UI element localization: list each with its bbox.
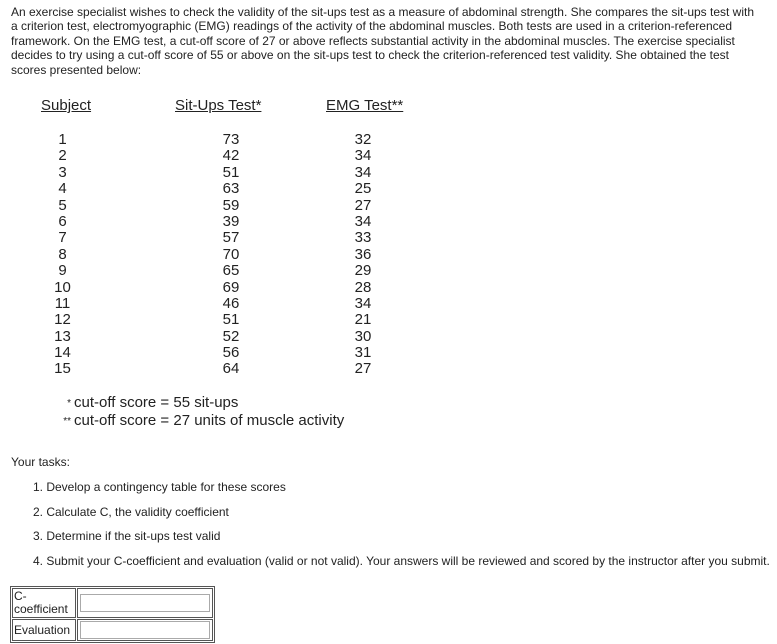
- header-situps: Sit-Ups Test*: [175, 97, 262, 114]
- emg-score: 27: [354, 196, 372, 214]
- task-item: 3. Determine if the sit-ups test valid: [33, 529, 221, 544]
- situps-score: 57: [222, 229, 240, 247]
- emg-score: 28: [354, 278, 372, 296]
- emg-score: 34: [354, 163, 372, 181]
- footnote-mark: *: [67, 398, 71, 409]
- subject-number: 6: [58, 212, 67, 230]
- c-coefficient-label: C-coefficient: [12, 588, 76, 618]
- subject-number: 15: [54, 360, 71, 378]
- emg-score: 34: [354, 212, 372, 230]
- footnote-mark: **: [63, 416, 71, 427]
- evaluation-row: [12, 619, 213, 641]
- problem-intro: An exercise specialist wishes to check the validity of the sit-ups test as a measure of abdominal strength. She compares the sit-ups test with a criterion test, electromyographic (EMG) readings of the activity of the abdominal muscles. Both tests are used in a criterion-referenced framework. On the EMG test, a cut-off score of 27 or above reflects substantial activity in the abdominal muscles. The exercise specialist decides to try using a cut-off score of 55 or above on the sit-ups test to check the criterion-referenced test validity. She obtained the test scores presented below:: [11, 5, 755, 77]
- subject-number: 9: [58, 262, 67, 280]
- emg-score: 36: [354, 245, 372, 263]
- c-coefficient-row: [12, 588, 213, 618]
- emg-column: [350, 132, 376, 378]
- tasks-title: Your tasks:: [11, 455, 70, 469]
- situps-score: 56: [222, 344, 240, 362]
- subject-number: 3: [58, 163, 67, 181]
- situps-score: 52: [222, 327, 240, 345]
- subject-number: 10: [54, 278, 71, 296]
- situps-score: 70: [222, 245, 240, 263]
- footnotes: [50, 394, 344, 430]
- c-coefficient-input[interactable]: [80, 594, 210, 612]
- situps-score: 63: [222, 180, 240, 198]
- subject-number: 14: [54, 344, 71, 362]
- evaluation-cell: [77, 619, 213, 641]
- task-item: 2. Calculate C, the validity coefficient: [33, 504, 229, 519]
- footnote-text: cut-off score = 55 sit-ups: [74, 394, 239, 411]
- emg-score: 30: [354, 327, 372, 345]
- subject-number: 4: [58, 180, 67, 198]
- subject-number: 13: [54, 327, 71, 345]
- answer-form: [10, 586, 215, 643]
- situps-score: 65: [222, 262, 240, 280]
- emg-score: 21: [354, 311, 372, 329]
- situps-score: 51: [222, 163, 240, 181]
- situps-score: 51: [222, 311, 240, 329]
- subject-number: 11: [54, 294, 71, 312]
- evaluation-input[interactable]: [80, 621, 210, 639]
- emg-score: 31: [354, 344, 372, 362]
- subject-number: 2: [58, 147, 67, 165]
- subject-column: [50, 132, 75, 378]
- emg-score: 32: [354, 131, 372, 148]
- situps-score: 46: [222, 294, 240, 312]
- emg-score: 29: [354, 262, 372, 280]
- subject-number: 7: [58, 229, 67, 247]
- situps-score: 42: [222, 147, 240, 165]
- situps-score: 69: [222, 278, 240, 296]
- task-item: 1. Develop a contingency table for these scores: [33, 480, 286, 494]
- emg-score: 34: [354, 294, 372, 312]
- situps-score: 39: [222, 212, 240, 230]
- task-list: [33, 480, 770, 579]
- subject-number: 5: [58, 196, 67, 214]
- task-item: 4. Submit your C-coefficient and evaluation (valid or not valid). Your answers will be reviewed and scored by the instructor after you submit.: [33, 554, 770, 569]
- footnote-text: cut-off score = 27 units of muscle activity: [74, 412, 345, 429]
- footnote-emg: [50, 412, 344, 430]
- subject-number: 8: [58, 245, 67, 263]
- situps-score: 64: [222, 360, 240, 378]
- emg-score: 27: [354, 360, 372, 378]
- situps-score: 73: [222, 131, 240, 148]
- emg-score: 33: [354, 229, 372, 247]
- emg-score: 25: [354, 180, 372, 198]
- emg-score: 34: [354, 147, 372, 165]
- header-subject: Subject: [41, 97, 92, 114]
- subject-number: 1: [58, 131, 67, 148]
- footnote-situps: [50, 394, 344, 412]
- situps-column: [218, 132, 244, 378]
- c-coefficient-cell: [77, 588, 213, 618]
- subject-number: 12: [54, 311, 71, 329]
- situps-score: 59: [222, 196, 240, 214]
- evaluation-label: Evaluation: [12, 619, 76, 641]
- header-emg: EMG Test**: [326, 97, 404, 114]
